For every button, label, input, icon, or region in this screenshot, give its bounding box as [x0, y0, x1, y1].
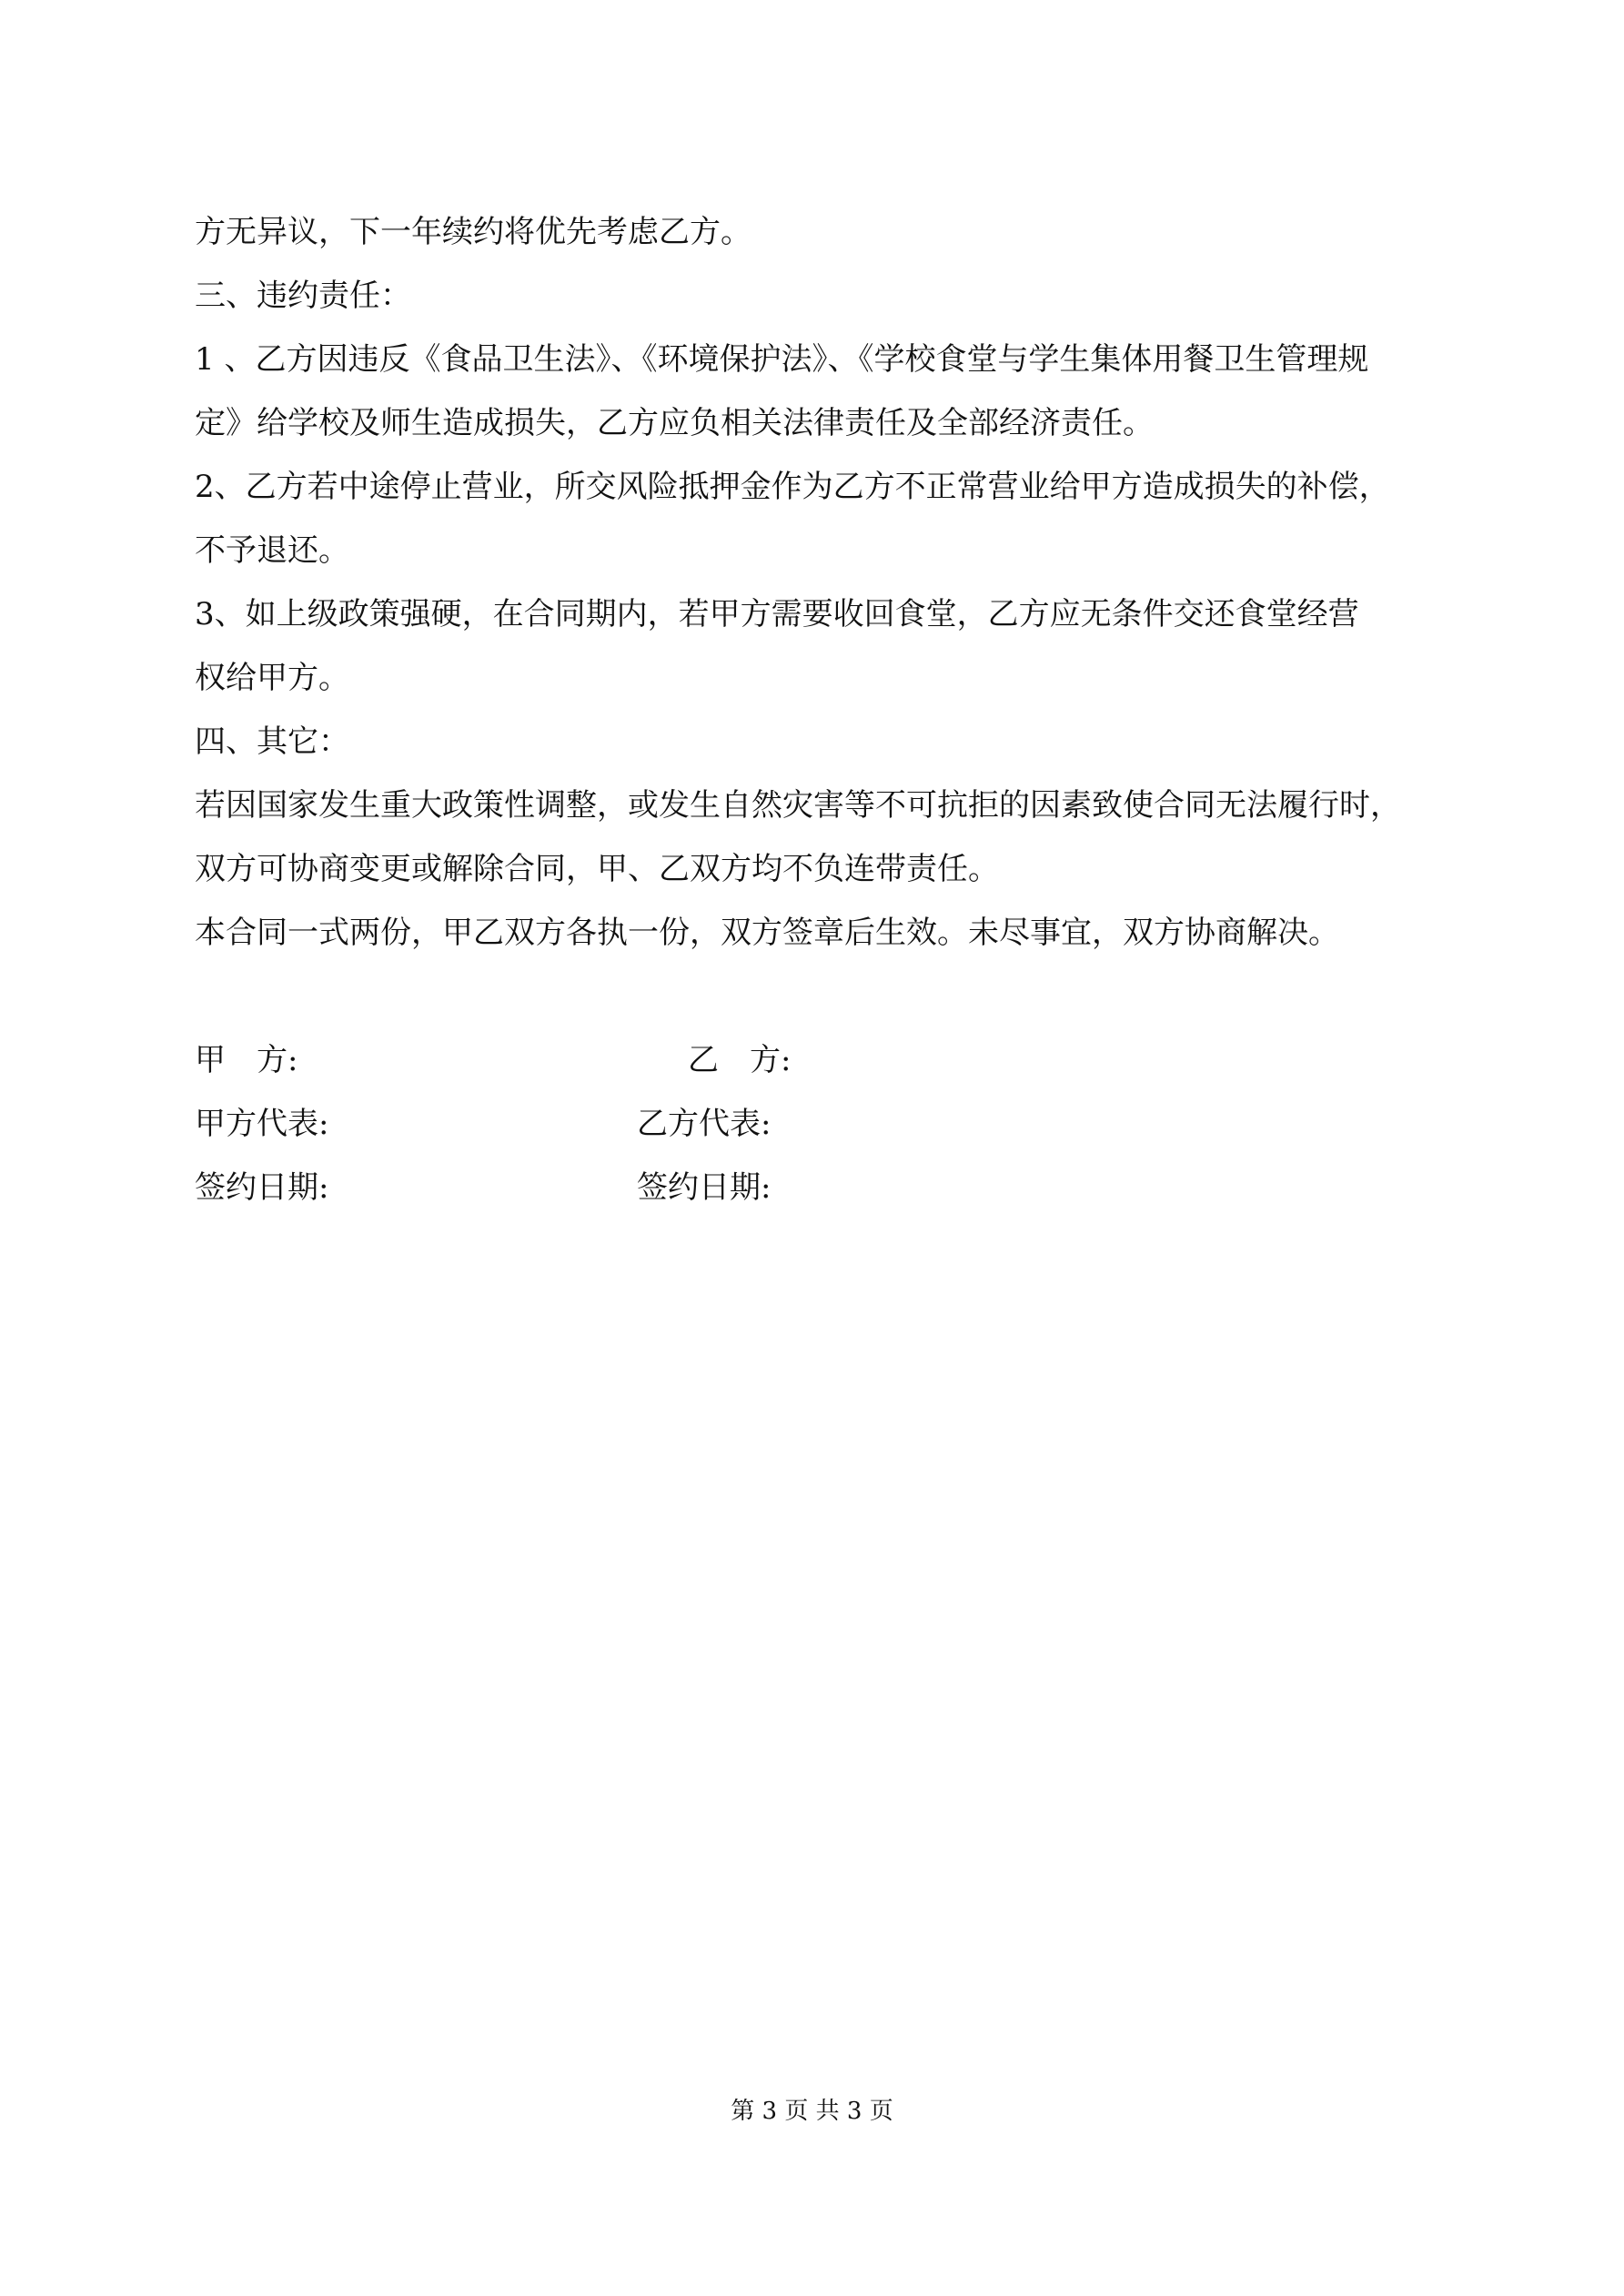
paragraph-line: 双方可协商变更或解除合同，甲、乙双方均不负连带责任。 [195, 851, 999, 887]
section-heading-breach: 三、违约责任： [195, 278, 411, 314]
party-b-label: 乙 方: [688, 1042, 792, 1078]
party-a-signing-date-label: 签约日期: [195, 1169, 329, 1206]
party-b-signing-date-label: 签约日期: [637, 1169, 772, 1206]
paragraph-line: 不予退还。 [195, 532, 349, 569]
paragraph-line: 2、乙方若中途停止营业，所交风险抵押金作为乙方不正常营业给甲方造成损失的补偿， [195, 469, 1390, 505]
party-a-label: 甲 方: [195, 1042, 298, 1078]
party-b-representative-label: 乙方代表: [637, 1106, 772, 1142]
paragraph-line: 权给甲方。 [195, 660, 349, 696]
paragraph-line: 本合同一式两份，甲乙双方各执一份，双方签章后生效。未尽事宜，双方协商解决。 [195, 915, 1339, 951]
page-number: 第 3 页 共 3 页 [731, 2098, 893, 2125]
paragraph-line: 若因国家发生重大政策性调整，或发生自然灾害等不可抗拒的因素致使合同无法履行时， [195, 787, 1401, 824]
paragraph-line: 1 、乙方因违反《食品卫生法》、《环境保护法》、《学校食堂与学生集体用餐卫生管理规 [195, 341, 1369, 378]
section-heading-other: 四、其它： [195, 723, 349, 760]
paragraph-line: 定》给学校及师生造成损失，乙方应负相关法律责任及全部经济责任。 [195, 405, 1154, 441]
paragraph-line: 3、如上级政策强硬，在合同期内，若甲方需要收回食堂，乙方应无条件交还食堂经营 [195, 596, 1359, 632]
paragraph-line: 方无异议，下一年续约将优先考虑乙方。 [195, 214, 751, 250]
party-a-representative-label: 甲方代表: [195, 1106, 329, 1142]
contract-body [195, 200, 1468, 965]
